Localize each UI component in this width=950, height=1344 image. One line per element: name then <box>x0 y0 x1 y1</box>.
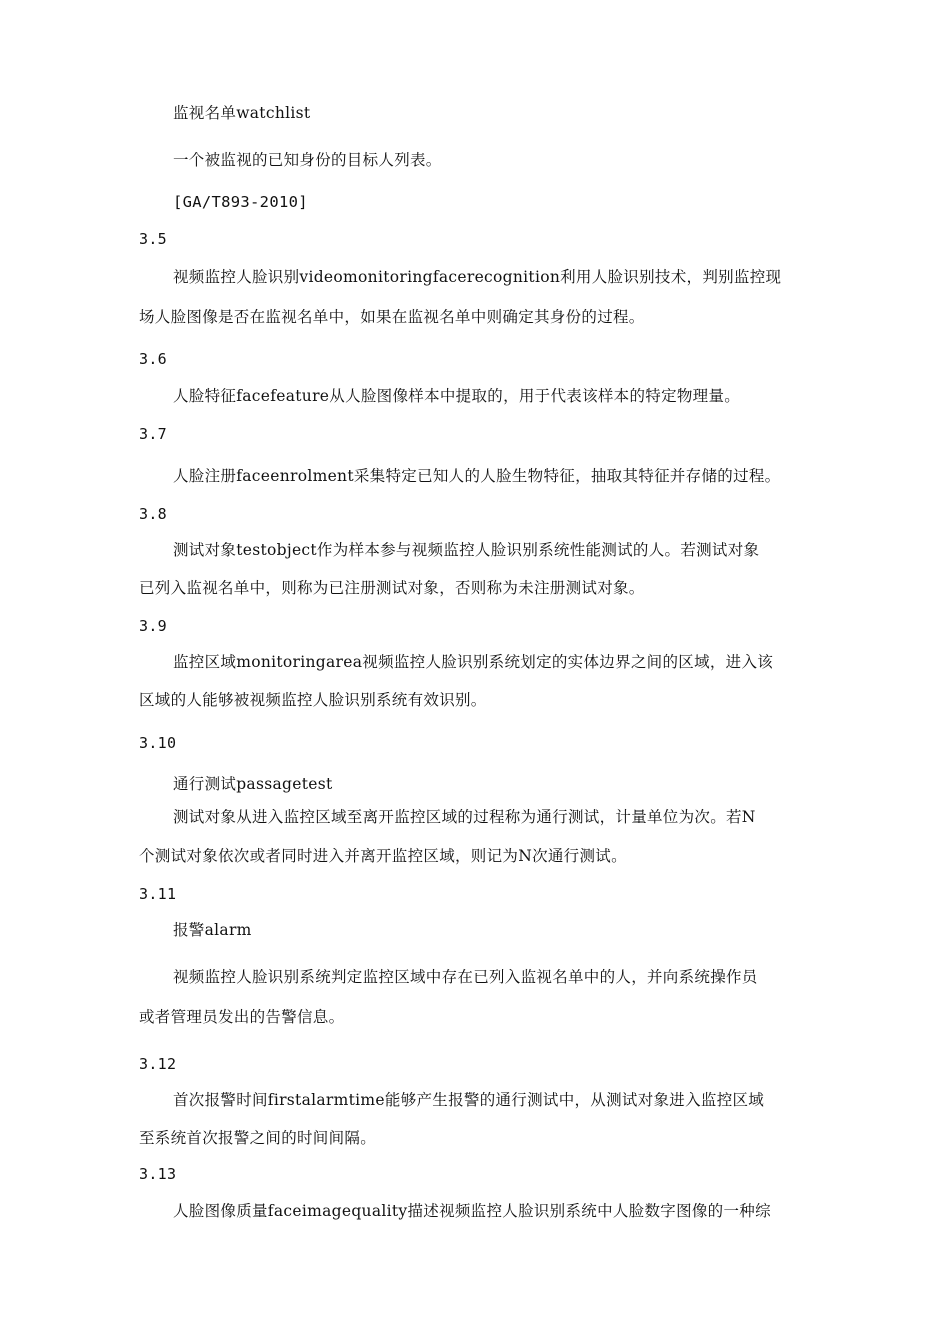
section-number-3-11: 3.11 <box>139 885 177 903</box>
section-number-3-5: 3.5 <box>139 230 167 248</box>
definition-continuation: 个测试对象依次或者同时进入并离开监控区域，则记为N次通行测试。 <box>139 847 627 865</box>
section-number-3-13: 3.13 <box>139 1165 177 1183</box>
term-face-feature: 人脸特征facefeature从人脸图像样本中提取的，用于代表该样本的特定物理量。 <box>173 387 741 405</box>
term-alarm: 报警alarm <box>173 921 252 939</box>
section-number-3-8: 3.8 <box>139 505 167 523</box>
section-number-3-10: 3.10 <box>139 734 177 752</box>
section-number-3-6: 3.6 <box>139 350 167 368</box>
term-video-monitoring-face-recognition: 视频监控人脸识别videomonitoringfacerecognition利用人脸识别技术，判别监控现 <box>173 268 782 286</box>
section-number-3-12: 3.12 <box>139 1055 177 1073</box>
section-number-3-7: 3.7 <box>139 425 167 443</box>
definition-passage-test: 测试对象从进入监控区域至离开监控区域的过程称为通行测试，计量单位为次。若N <box>173 808 756 826</box>
definition-continuation: 或者管理员发出的告警信息。 <box>139 1008 345 1026</box>
term-watchlist: 监视名单watchlist <box>173 104 311 122</box>
term-monitoring-area: 监控区域monitoringarea视频监控人脸识别系统划定的实体边界之间的区域，进入该 <box>173 653 774 671</box>
term-passage-test: 通行测试passagetest <box>173 775 333 793</box>
definition-continuation: 场人脸图像是否在监视名单中，如果在监视名单中则确定其身份的过程。 <box>139 308 645 326</box>
term-face-image-quality: 人脸图像质量faceimagequality描述视频监控人脸识别系统中人脸数字图像的一种综 <box>173 1202 771 1220</box>
term-test-object: 测试对象testobject作为样本参与视频监控人脸识别系统性能测试的人。若测试对象 <box>173 541 760 559</box>
reference-citation: [GA/T893-2010] <box>173 193 308 211</box>
section-number-3-9: 3.9 <box>139 617 167 635</box>
definition-continuation: 至系统首次报警之间的时间间隔。 <box>139 1129 377 1147</box>
term-first-alarm-time: 首次报警时间firstalarmtime能够产生报警的通行测试中，从测试对象进入监控区域 <box>173 1091 765 1109</box>
definition-watchlist: 一个被监视的已知身份的目标人列表。 <box>173 151 442 169</box>
definition-continuation: 区域的人能够被视频监控人脸识别系统有效识别。 <box>139 691 487 709</box>
definition-alarm: 视频监控人脸识别系统判定监控区域中存在已列入监视名单中的人，并向系统操作员 <box>173 968 758 986</box>
term-face-enrolment: 人脸注册faceenrolment采集特定已知人的人脸生物特征，抽取其特征并存储的过程。 <box>173 467 781 485</box>
definition-continuation: 已列入监视名单中，则称为已注册测试对象，否则称为未注册测试对象。 <box>139 579 645 597</box>
